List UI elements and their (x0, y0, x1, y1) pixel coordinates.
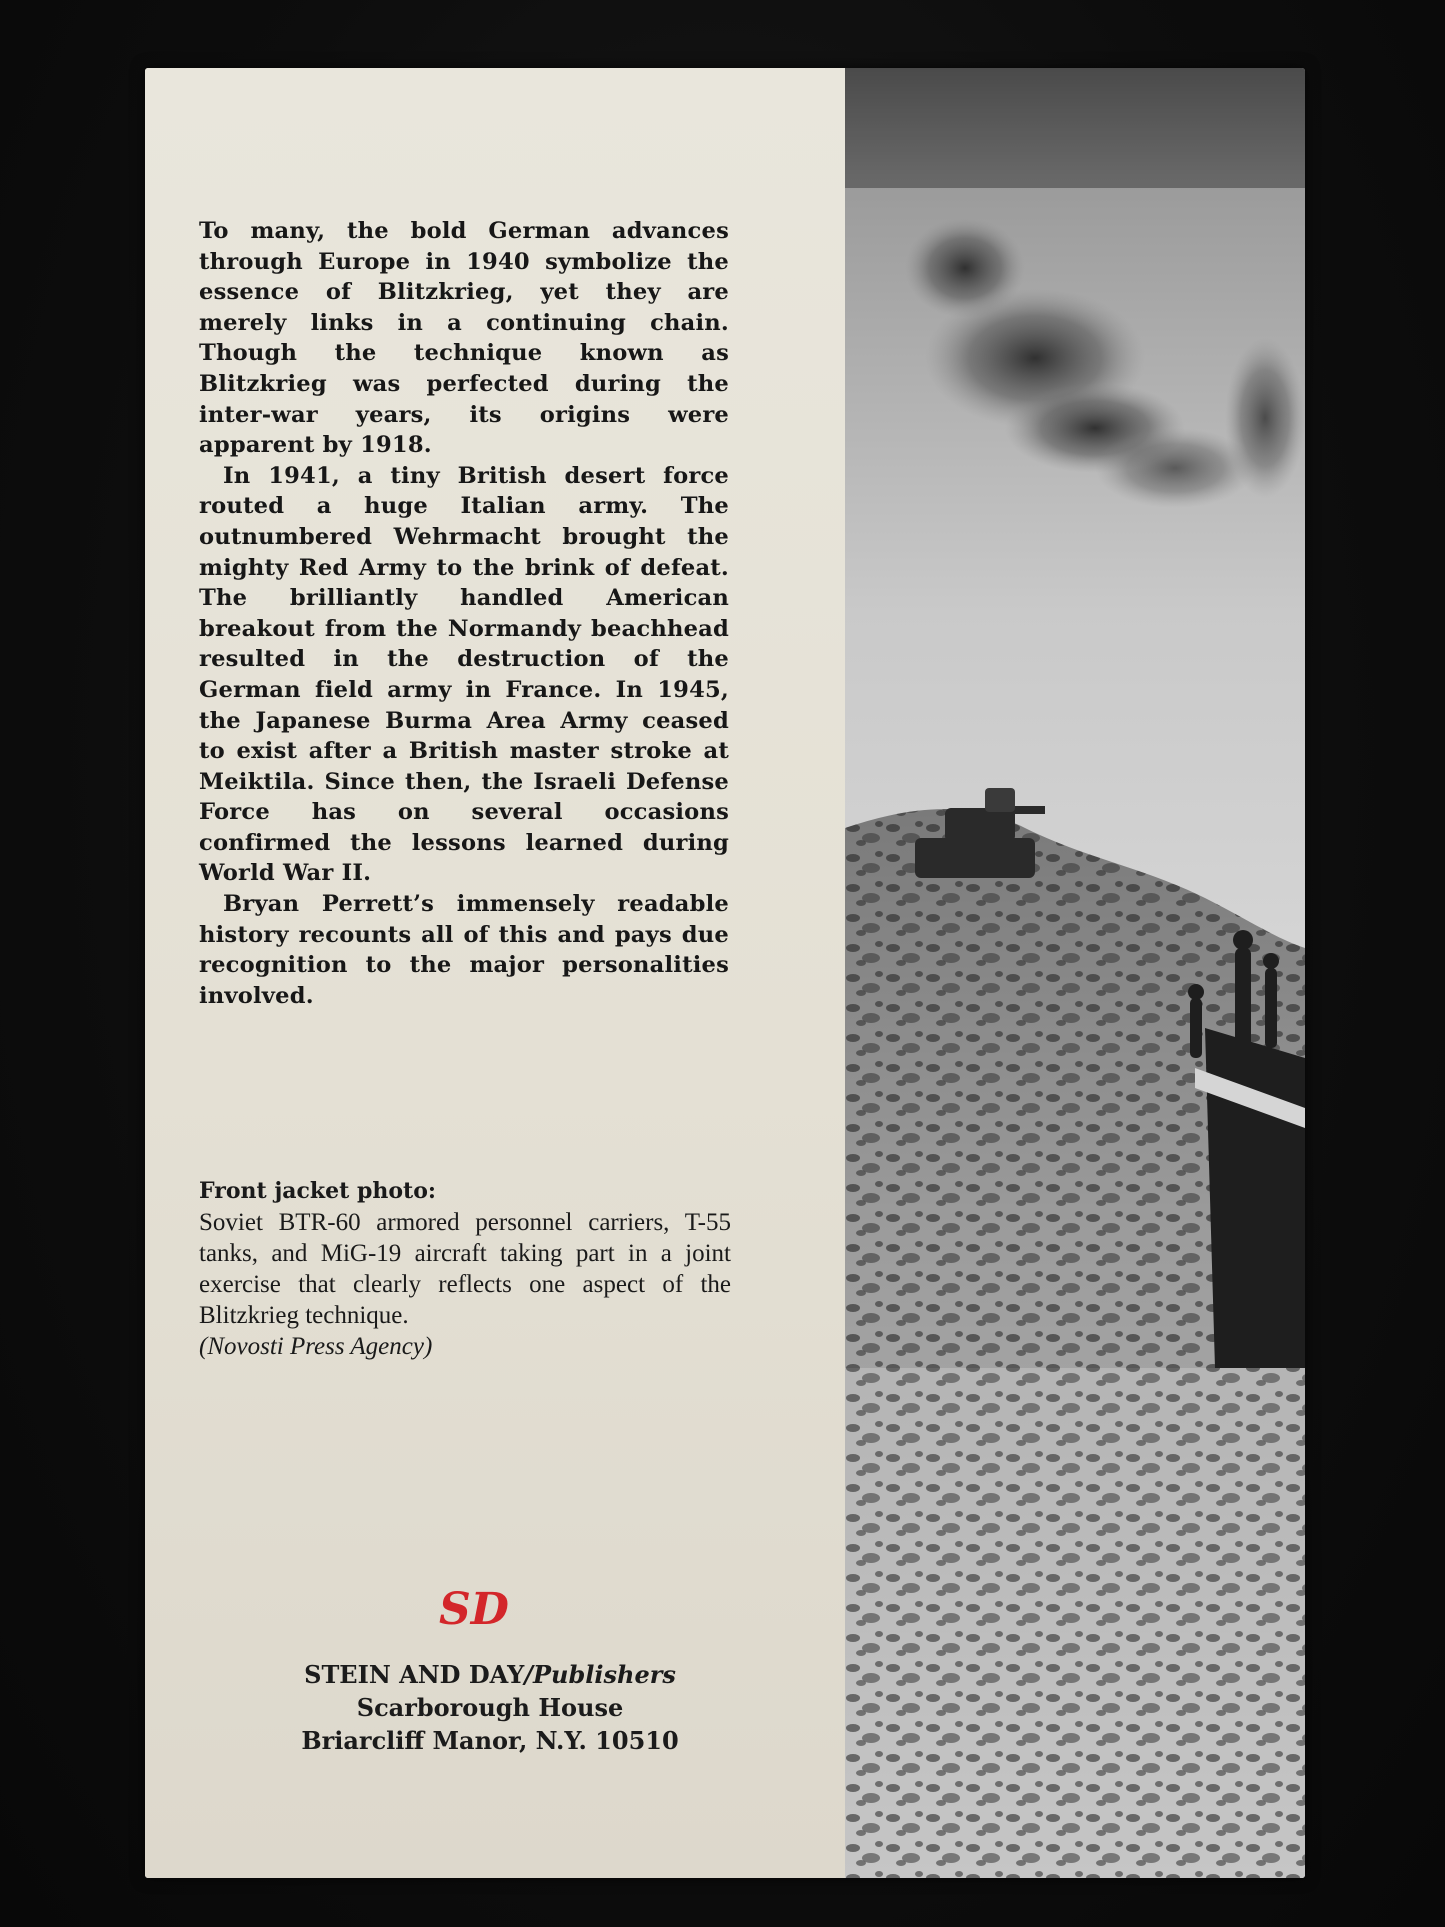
text-panel (145, 68, 845, 1878)
publisher-block (145, 1658, 835, 1757)
desert-tank-battle-photo (845, 68, 1305, 1878)
photo-caption (199, 1176, 731, 1362)
blurb-paragraph-2: In 1941, a tiny British desert force routed a huge Italian army. The outnumbered Wehrmacht brought the mighty Red Army to the brink of defeat. The brilliantly handled American breakout from the Normandy beachhead resulted in the destruction of the German field army in France. In 1945, the Japanese Burma Area Army ceased to exist after a British master stroke at Meiktila. Since then, the Israeli Defense Force has on several occasions confirmed the lessons learned during World War II. (199, 462, 729, 887)
photo-illustration (845, 68, 1305, 1878)
caption-heading: Front jacket photo: (199, 1178, 436, 1204)
publisher-address-line1: Scarborough House (356, 1693, 624, 1722)
publisher-name: STEIN AND DAY (304, 1660, 525, 1689)
caption-credit: (Novosti Press Agency) (199, 1333, 433, 1360)
blurb-paragraph-1: To many, the bold German advances through Europe in 1940 symbolize the essence of Blitzkrieg, yet they are merely links in a continuing chain. Though the technique known as Blitzkrieg was perfected during the inter-war years, its origins were apparent by 1918. (199, 218, 729, 459)
publisher-logo-icon (435, 1576, 515, 1636)
blurb (199, 216, 729, 1011)
publisher-suffix: /Publishers (524, 1660, 676, 1689)
publisher-line (145, 1658, 835, 1691)
book-jacket-back (145, 68, 1305, 1878)
publisher-address-line2: Briarcliff Manor, N.Y. 10510 (301, 1726, 679, 1755)
logo-text: SD (439, 1584, 509, 1635)
blurb-paragraph-3: Bryan Perrett’s immensely readable history recounts all of this and pays due recognition to the major personalities involved. (199, 891, 729, 1009)
caption-body: Soviet BTR-60 armored personnel carriers, T-55 tanks, and MiG-19 aircraft taking part in a joint exercise that clearly reflects one aspect of the Blitzkrieg technique. (199, 1209, 731, 1329)
